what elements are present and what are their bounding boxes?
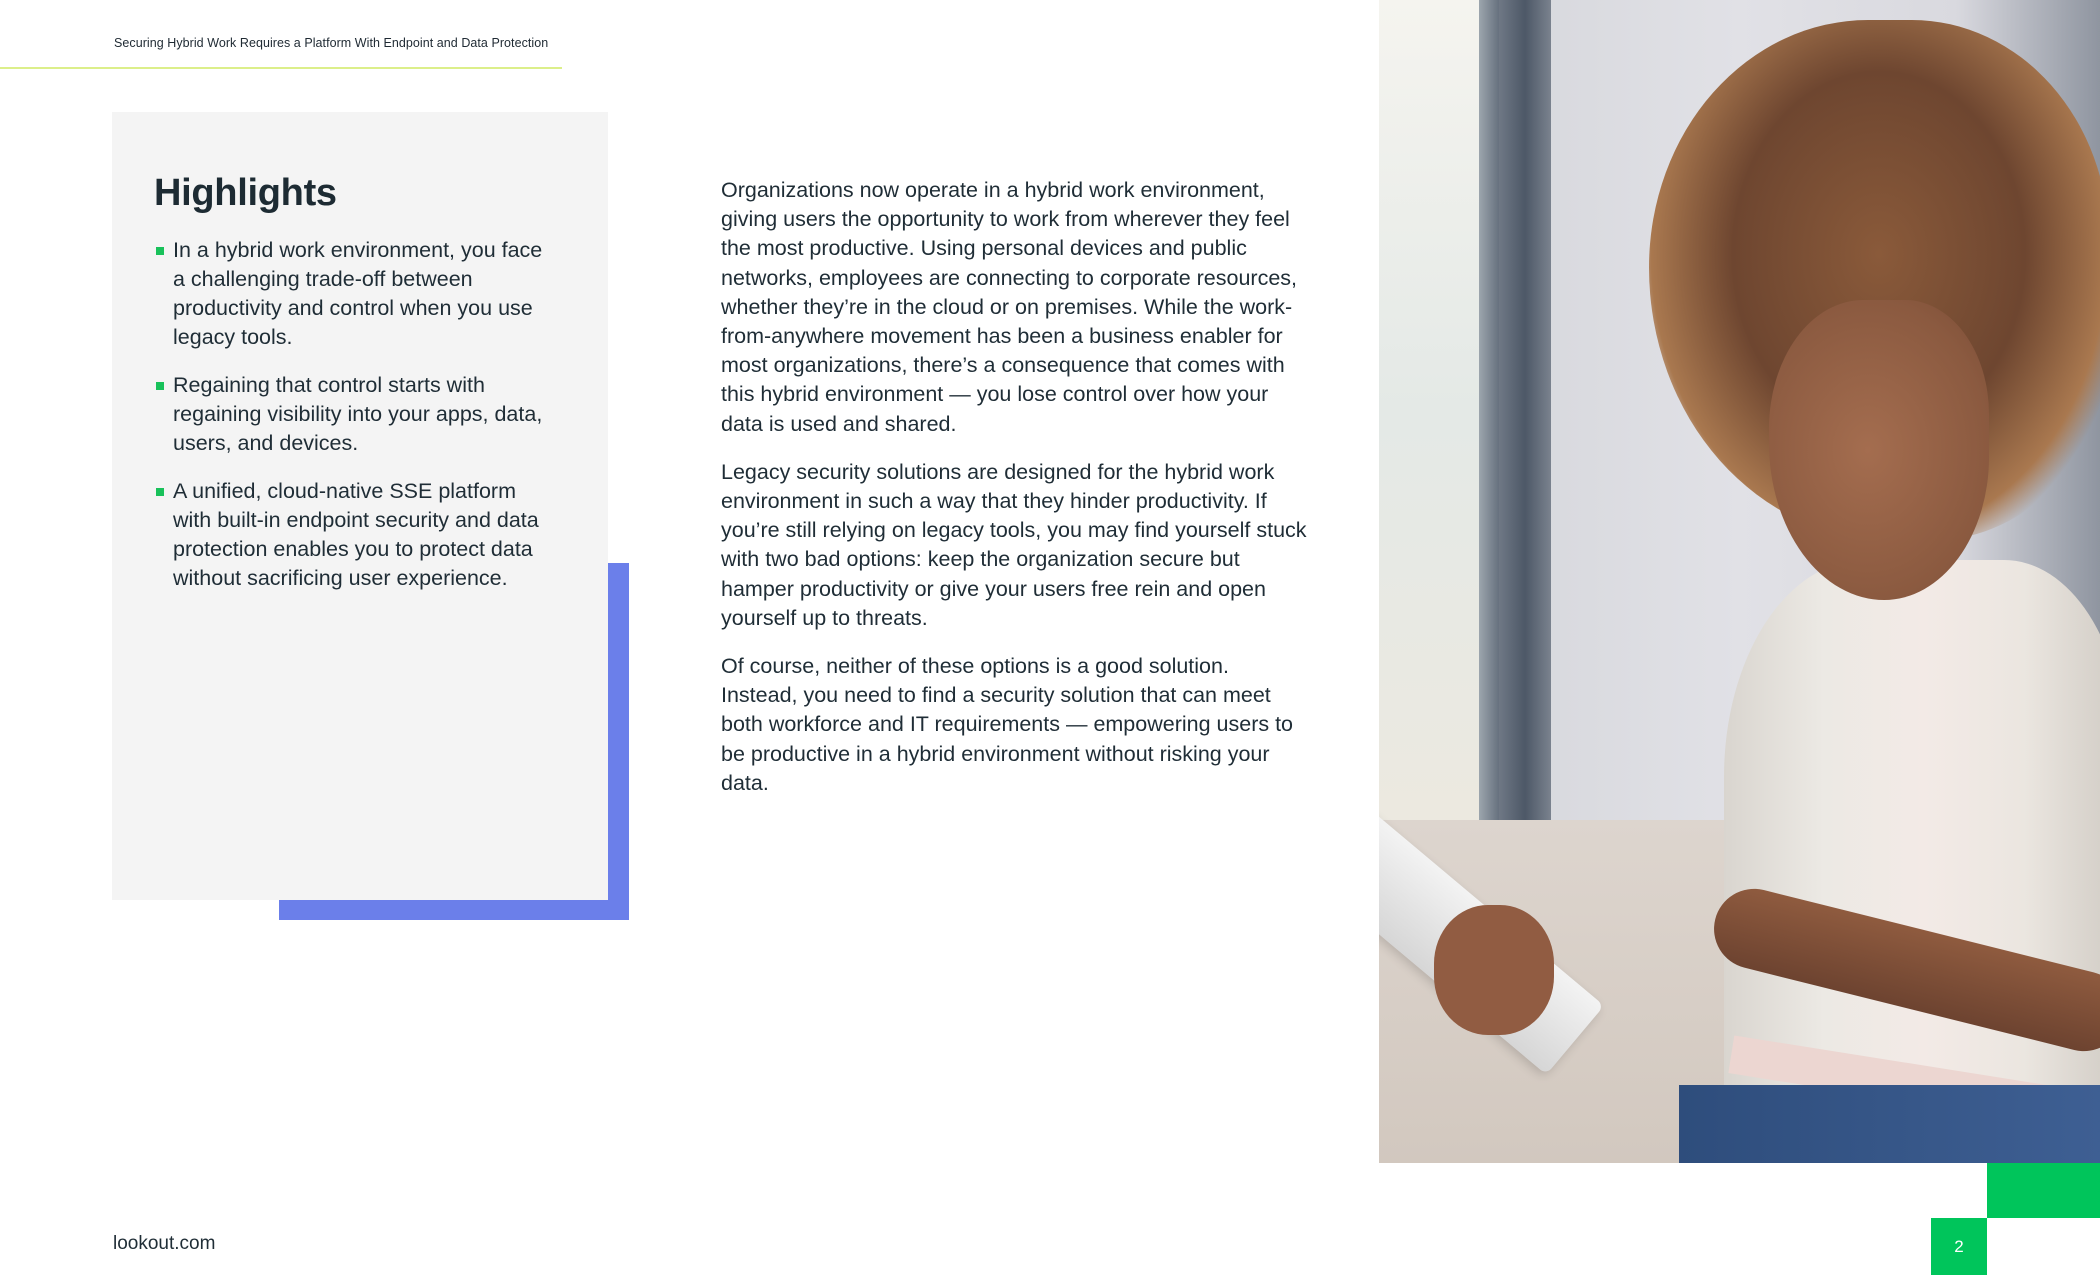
highlight-item	[154, 371, 554, 458]
body-text-column	[721, 176, 1311, 817]
panel-accent-shadow-right	[608, 563, 629, 920]
footer-url[interactable]: lookout.com	[113, 1233, 216, 1254]
highlight-item	[154, 477, 554, 593]
running-header-title: Securing Hybrid Work Requires a Platform With Endpoint and Data Protection	[114, 36, 549, 50]
square-bullet-icon	[156, 488, 164, 496]
highlight-text: Regaining that control starts with regaining visibility into your apps, data, users, and devices.	[173, 373, 543, 455]
photo-person-face	[1769, 300, 1989, 600]
body-paragraph: Organizations now operate in a hybrid work environment, giving users the opportunity to work from wherever they feel the most productive. Using personal devices and public networks, employees are connecting to corporate resources, whether they’re in the cloud or on premises. While the work-from-anywhere movement has been a business enabler for most organizations, there’s a consequence that comes with this hybrid environment — you lose control over how your data is used and shared.	[721, 178, 1298, 436]
corner-accent-block	[1987, 1163, 2100, 1218]
body-paragraph: Of course, neither of these options is a good solution. Instead, you need to find a security solution that can meet both workforce and IT requirements — empowering users to be productive in a hybrid environment without risking your data.	[721, 654, 1294, 795]
page-number: 2	[1931, 1218, 1987, 1275]
highlights-list	[154, 236, 554, 612]
square-bullet-icon	[156, 247, 164, 255]
highlight-text: In a hybrid work environment, you face a challenging trade-off between productivity and control when you use legacy tools.	[173, 238, 543, 349]
hero-photo	[1379, 0, 2100, 1163]
body-paragraph: Legacy security solutions are designed for the hybrid work environment in such a way that they hinder productivity. If you’re still relying on legacy tools, you may find yourself stuck with two bad options: keep the organization secure but hamper productivity or give your users free rein and open yourself up to threats.	[721, 459, 1307, 630]
panel-accent-shadow-bottom	[279, 900, 629, 920]
photo-person-hand	[1434, 905, 1554, 1035]
highlight-text: A unified, cloud-native SSE platform with built-in endpoint security and data protection enables you to protect data without sacrificing user experience.	[173, 479, 539, 590]
square-bullet-icon	[156, 382, 164, 390]
photo-window-frame	[1499, 0, 1551, 900]
header-rule	[0, 67, 562, 69]
photo-jeans	[1679, 1085, 2100, 1163]
highlights-panel	[112, 112, 608, 900]
photo-window-region	[1379, 0, 1479, 820]
highlights-title: Highlights	[154, 172, 337, 214]
highlight-item	[154, 236, 554, 352]
